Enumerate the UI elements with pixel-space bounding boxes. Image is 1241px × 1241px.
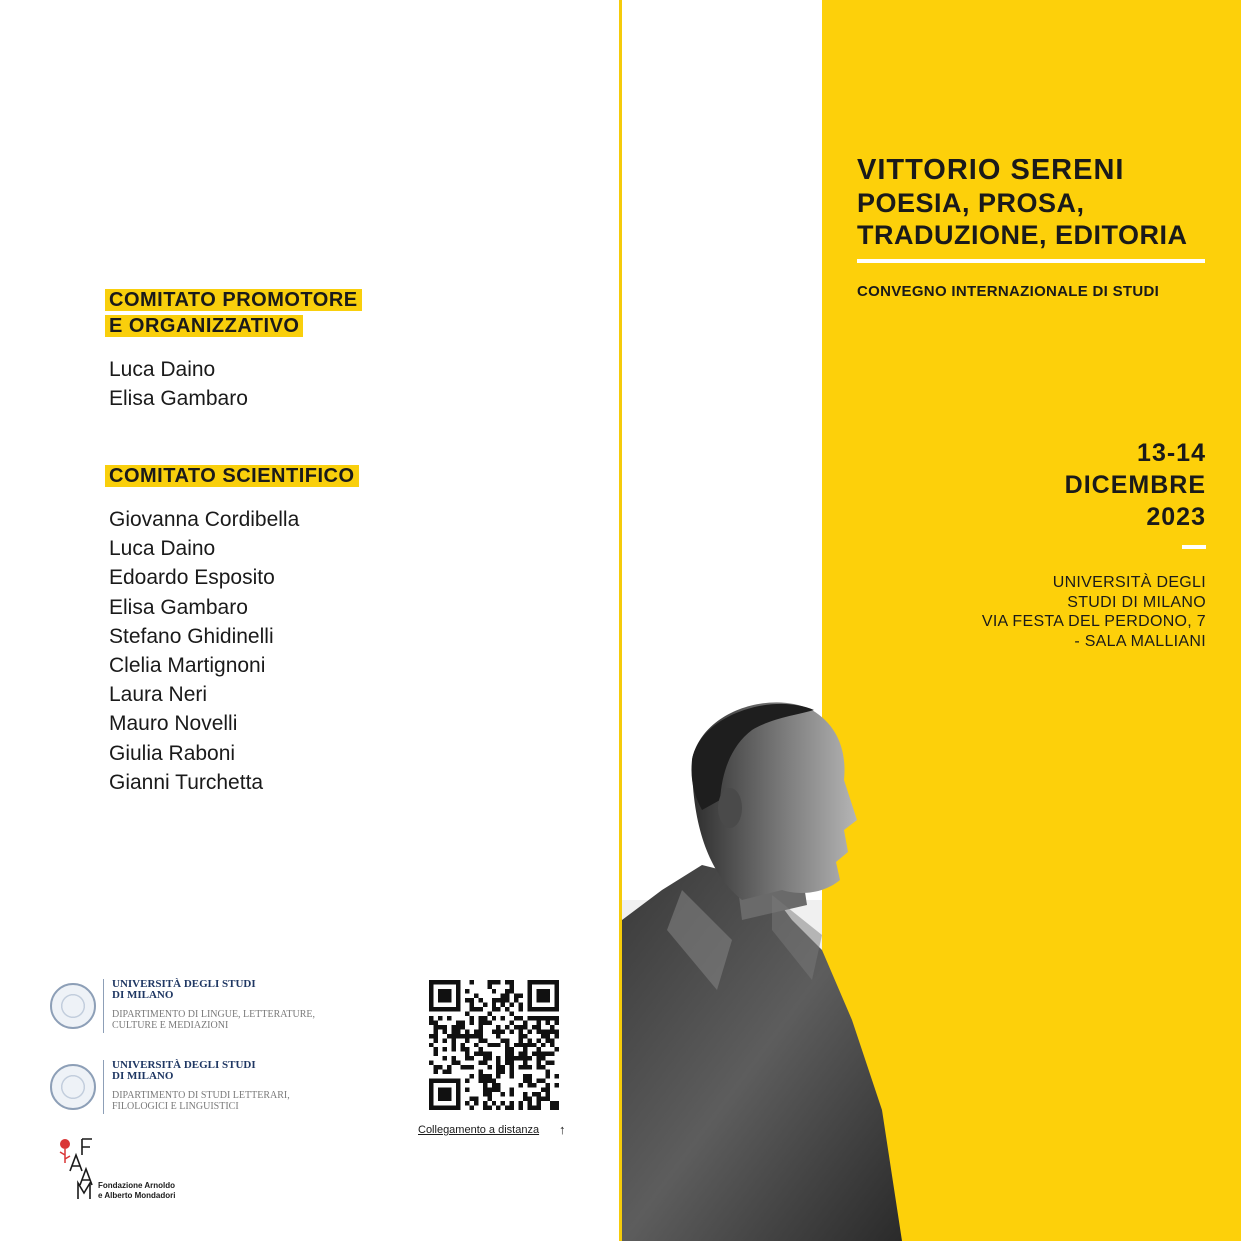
promoting-committee-heading-line1: COMITATO PROMOTORE — [105, 289, 362, 311]
portrait-photo — [622, 690, 952, 1241]
promoting-committee-heading — [105, 287, 362, 339]
committee-member: Laura Neri — [109, 683, 208, 707]
unimi-seal-icon — [50, 983, 96, 1029]
committee-member: Giovanna Cordibella — [109, 508, 300, 531]
arrow-up-icon: ↑ — [559, 1122, 566, 1137]
committee-member: Clelia Martignoni — [109, 654, 266, 678]
scientific-committee-heading — [105, 463, 359, 489]
committee-member: Luca Daino — [109, 537, 216, 561]
remote-connection-link[interactable]: Collegamento a distanza — [418, 1124, 540, 1136]
event-date: 13-14 DICEMBRE 2023 — [1064, 439, 1206, 531]
conference-type: CONVEGNO INTERNAZIONALE DI STUDI — [857, 283, 1160, 300]
department-name: DIPARTIMENTO DI STUDI LETTERARI, FILOLOGICI E LINGUISTICI — [112, 1090, 290, 1112]
department-name: DIPARTIMENTO DI LINGUE, LETTERATURE, CULTURE E MEDIAZIONI — [112, 1009, 315, 1031]
committee-member: Elisa Gambaro — [109, 387, 248, 411]
title-divider — [857, 259, 1205, 263]
qr-code[interactable] — [429, 980, 559, 1110]
committee-member: Edoardo Esposito — [109, 566, 275, 590]
scientific-committee-list — [109, 505, 299, 797]
promoting-committee-list — [109, 355, 248, 413]
logo-divider — [103, 1060, 104, 1114]
promoting-committee-heading-line2: E ORGANIZZATIVO — [105, 315, 303, 337]
date-divider — [1182, 545, 1206, 549]
faam-rose-mark-icon — [56, 1135, 100, 1201]
event-venue: UNIVERSITÀ DEGLI STUDI DI MILANO VIA FESTA DEL PERDONO, 7 - SALA MALLIANI — [981, 574, 1206, 650]
left-panel — [0, 0, 620, 1241]
committee-member: Giulia Raboni — [109, 741, 236, 765]
university-name: UNIVERSITÀ DEGLI STUDI DI MILANO — [112, 978, 256, 1001]
scientific-committee-heading-text: COMITATO SCIENTIFICO — [105, 465, 359, 487]
foundation-name: Fondazione Arnoldo e Alberto Mondadori — [98, 1181, 176, 1200]
university-name: UNIVERSITÀ DEGLI STUDI DI MILANO — [112, 1059, 256, 1082]
logo-divider — [103, 979, 104, 1033]
unimi-languages-dept-logo — [50, 979, 350, 1035]
committee-member: Mauro Novelli — [109, 712, 238, 736]
unimi-literary-dept-logo — [50, 1060, 350, 1116]
committee-member: Elisa Gambaro — [109, 595, 248, 619]
mondadori-foundation-logo — [56, 1135, 206, 1205]
event-title: VITTORIO SERENI — [857, 154, 1125, 186]
event-subtitle: POESIA, PROSA, TRADUZIONE, EDITORIA — [857, 188, 1188, 250]
unimi-seal-icon — [50, 1064, 96, 1110]
committee-member: Gianni Turchetta — [109, 770, 264, 794]
committee-member: Luca Daino — [109, 358, 216, 381]
committee-member: Stefano Ghidinelli — [109, 624, 274, 648]
